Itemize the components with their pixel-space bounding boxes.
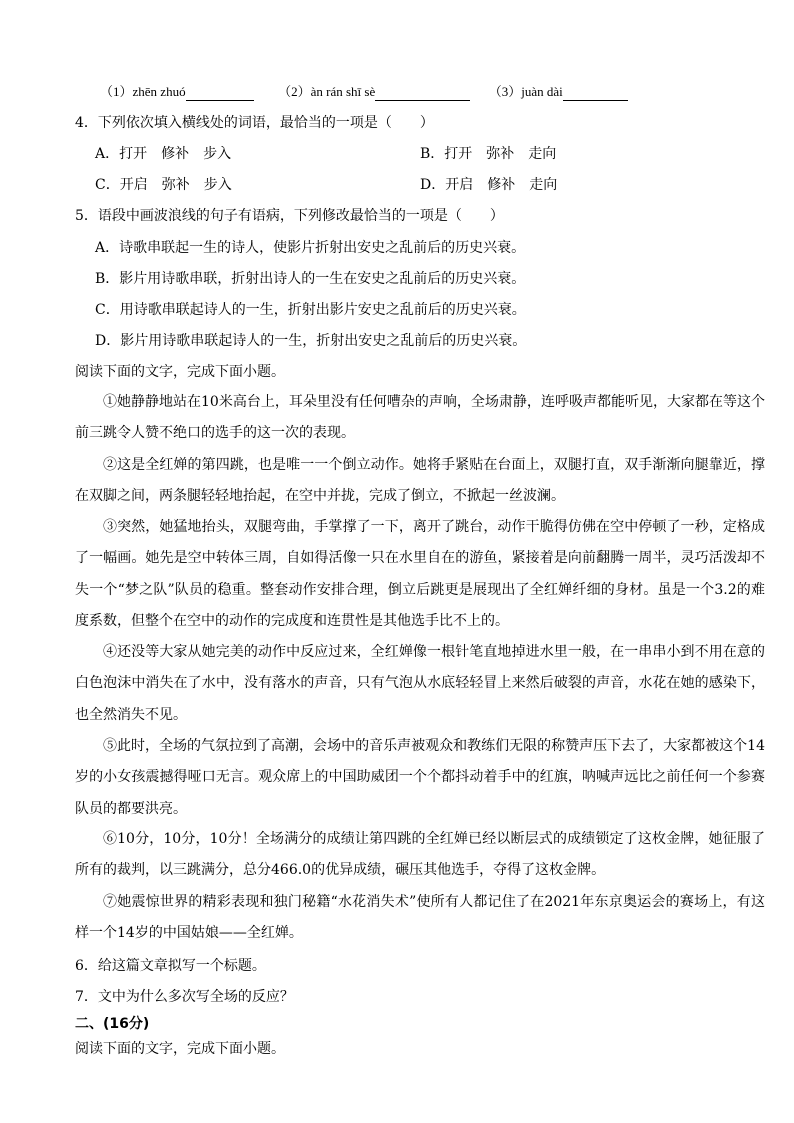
passage-paragraph-2: ②这是全红婵的第四跳，也是唯一一个倒立动作。她将手紧贴在台面上，双腿打直，双手渐渐向腿靠近，撑在双脚之间，两条腿轻轻地抬起，在空中并拢，完成了倒立，不掀起一丝波澜。 — [75, 457, 765, 505]
q5-option-a[interactable]: A．诗歌串联起一生的诗人，使影片折射出安史之乱前后的历史兴衰。 — [95, 240, 526, 256]
section-2-intro: 阅读下面的文字，完成下面小题。 — [75, 1041, 285, 1057]
q4-option-a[interactable]: A．打开 修补 步入 — [95, 146, 232, 162]
q5-option-c[interactable]: C．用诗歌串联起诗人的一生，折射出影片安史之乱前后的历史兴衰。 — [95, 302, 526, 318]
pinyin-1: zhēn zhuó — [132, 84, 186, 99]
question-6: 6．给这篇文章拟写一个标题。 — [75, 958, 266, 974]
q5-option-b[interactable]: B．影片用诗歌串联，折射出诗人的一生在安史之乱前后的历史兴衰。 — [95, 271, 526, 287]
question-5-stem: 5．语段中画波浪线的句子有语病，下列修改最恰当的一项是（ ） — [75, 208, 504, 224]
passage-paragraph-3: ③突然，她猛地抬头，双腿弯曲，手掌撑了一下，离开了跳台，动作干脆得仿佛在空中停顿了一秒，定格成了一幅画。她先是空中转体三周，自如得活像一只在水里自在的游鱼，紧接着是向前翻腾一周半，灵巧活泼却不失一个“梦之队”队员的稳重。整套动作安排合理，倒立后跳更是展现出了全红婵纤细的身材。虽是一个3.2的难度系数，但整个在空中的动作的完成度和连贯性是其他选手比不上的。 — [75, 519, 765, 629]
pinyin-row — [100, 83, 628, 101]
section-2-title: 二、(16分) — [75, 1016, 150, 1032]
passage-paragraph-1: ①她静静地站在10米高台上，耳朵里没有任何嘈杂的声响，全场肃静，连呼吸声都能听见，大家都在等这个前三跳令人赞不绝口的选手的这一次的表现。 — [75, 394, 765, 442]
passage-paragraph-5: ⑤此时，全场的气氛拉到了高潮，会场中的音乐声被观众和教练们无限的称赞声压下去了，大家都被这个14岁的小女孩震撼得哑口无言。观众席上的中国助威团一个个都抖动着手中的红旗，呐喊声远比之前任何一个参赛队员的都要洪亮。 — [75, 738, 765, 817]
q4-option-c[interactable]: C．开启 弥补 步入 — [95, 177, 232, 193]
passage-paragraph-4: ④还没等大家从她完美的动作中反应过来，全红婵像一根针笔直地掉进水里一般，在一串串小到不用在意的白色泡沫中消失在了水中，没有落水的声音，只有气泡从水底轻轻冒上来然后破裂的声音，水花在她的感染下，也全然消失不见。 — [75, 644, 765, 723]
pinyin-num-2: （2） — [278, 84, 311, 99]
passage-paragraph-7: ⑦她震惊世界的精彩表现和独门秘籍“水花消失术”使所有人都记住了在2021年东京奥运会的赛场上，有这样一个14岁的中国姑娘——全红婵。 — [75, 894, 765, 942]
q4-option-b[interactable]: B．打开 弥补 走向 — [420, 146, 557, 162]
answer-blank-2[interactable] — [375, 86, 470, 101]
q4-option-d[interactable]: D．开启 修补 走向 — [420, 177, 558, 193]
pinyin-2: àn rán shī sè — [310, 84, 376, 99]
question-7: 7．文中为什么多次写全场的反应？ — [75, 989, 294, 1005]
reading-intro: 阅读下面的文字，完成下面小题。 — [75, 364, 285, 380]
pinyin-3: juàn dài — [521, 84, 563, 99]
answer-blank-1[interactable] — [186, 86, 254, 101]
pinyin-num-1: （1） — [100, 84, 133, 99]
pinyin-num-3: （3） — [488, 84, 522, 99]
passage-paragraph-6: ⑥10分，10分，10分！全场满分的成绩让第四跳的全红婵已经以断层式的成绩锁定了这枚金牌，她征服了所有的裁判，以三跳满分，总分466.0的优异成绩，碾压其他选手，夺得了这枚金牌。 — [75, 831, 765, 879]
question-4-stem: 4．下列依次填入横线处的词语，最恰当的一项是（ ） — [75, 115, 434, 131]
answer-blank-3[interactable] — [563, 86, 628, 101]
q5-option-d[interactable]: D．影片用诗歌串联起诗人的一生，折射出安史之乱前后的历史兴衰。 — [95, 333, 527, 349]
